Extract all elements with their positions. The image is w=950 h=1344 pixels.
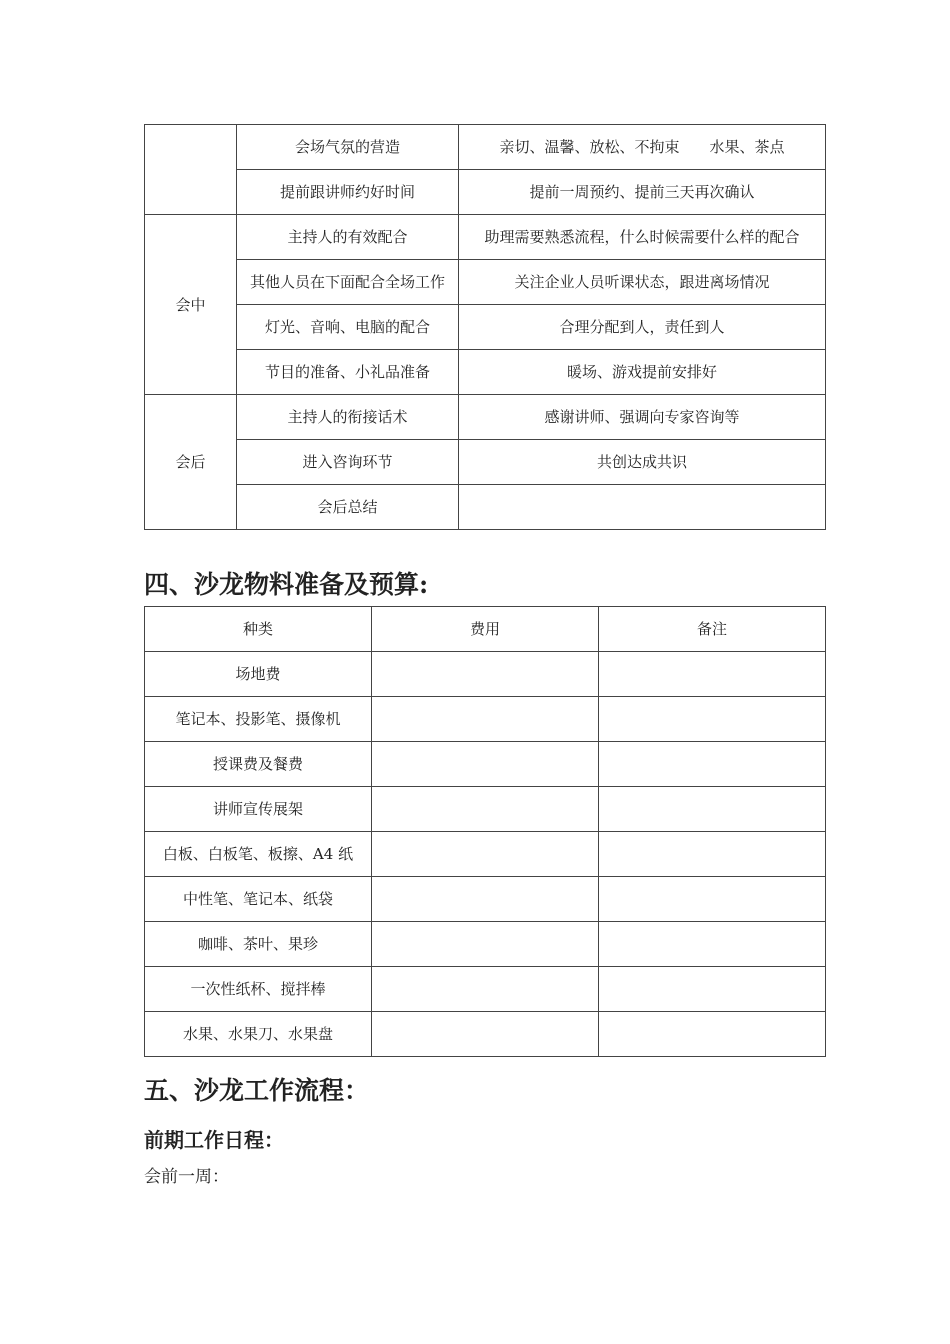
cost-cell bbox=[372, 967, 599, 1012]
table-row bbox=[145, 877, 826, 922]
category-cell: 授课费及餐费 bbox=[145, 742, 372, 787]
cost-cell bbox=[372, 787, 599, 832]
remark-cell bbox=[599, 652, 826, 697]
note-cell: 关注企业人员听课状态，跟进离场情况 bbox=[459, 260, 826, 305]
table-row bbox=[145, 395, 826, 440]
cost-cell bbox=[372, 877, 599, 922]
cost-cell bbox=[372, 922, 599, 967]
cost-cell bbox=[372, 652, 599, 697]
remark-cell bbox=[599, 787, 826, 832]
stage-cell: 会中 bbox=[145, 215, 237, 395]
note-cell: 提前一周预约、提前三天再次确认 bbox=[459, 170, 826, 215]
table-row bbox=[145, 652, 826, 697]
category-cell: 场地费 bbox=[145, 652, 372, 697]
category-cell: 中性笔、笔记本、纸袋 bbox=[145, 877, 372, 922]
remark-cell bbox=[599, 697, 826, 742]
remark-cell bbox=[599, 967, 826, 1012]
section5-heading: 五、沙龙工作流程： bbox=[144, 1076, 370, 1105]
item-cell: 灯光、音响、电脑的配合 bbox=[237, 305, 459, 350]
note-cell: 共创达成共识 bbox=[459, 440, 826, 485]
cost-cell bbox=[372, 1012, 599, 1057]
item-cell: 节目的准备、小礼品准备 bbox=[237, 350, 459, 395]
table-row bbox=[145, 967, 826, 1012]
table-row bbox=[145, 440, 826, 485]
header-remark: 备注 bbox=[599, 607, 826, 652]
cost-cell bbox=[372, 697, 599, 742]
remark-cell bbox=[599, 1012, 826, 1057]
table-row bbox=[145, 922, 826, 967]
category-cell: 笔记本、投影笔、摄像机 bbox=[145, 697, 372, 742]
table-row bbox=[145, 485, 826, 530]
note-cell: 合理分配到人，责任到人 bbox=[459, 305, 826, 350]
category-cell: 白板、白板笔、板擦、A4 纸 bbox=[145, 832, 372, 877]
remark-cell bbox=[599, 922, 826, 967]
note-cell bbox=[459, 215, 826, 260]
item-cell: 提前跟讲师约好时间 bbox=[237, 170, 459, 215]
cost-cell bbox=[372, 742, 599, 787]
item-cell: 主持人的有效配合 bbox=[237, 215, 459, 260]
item-cell: 会后总结 bbox=[237, 485, 459, 530]
category-cell: 水果、水果刀、水果盘 bbox=[145, 1012, 372, 1057]
category-cell: 讲师宣传展架 bbox=[145, 787, 372, 832]
section5-subheading: 前期工作日程： bbox=[144, 1128, 284, 1152]
table-row bbox=[145, 125, 826, 170]
category-cell: 咖啡、茶叶、果珍 bbox=[145, 922, 372, 967]
item-text: 其他人员在下面配合全场工作 bbox=[249, 273, 445, 291]
table-row bbox=[145, 260, 826, 305]
table-row bbox=[145, 215, 826, 260]
section4-heading: 四、沙龙物料准备及预算: bbox=[144, 570, 429, 599]
stage-cell: 会后 bbox=[145, 395, 237, 530]
table-row bbox=[145, 170, 826, 215]
item-cell: 进入咨询环节 bbox=[237, 440, 459, 485]
header-category: 种类 bbox=[145, 607, 372, 652]
item-cell: 主持人的衔接话术 bbox=[237, 395, 459, 440]
budget-table bbox=[144, 606, 826, 1057]
table-header-row bbox=[145, 607, 826, 652]
section5-line: 会前一周： bbox=[144, 1167, 229, 1187]
note-cell bbox=[459, 485, 826, 530]
table-row bbox=[145, 787, 826, 832]
header-cost: 费用 bbox=[372, 607, 599, 652]
note-text: 助理需要熟悉流程，什么时候需要什么样的配合 bbox=[484, 228, 800, 246]
table-row bbox=[145, 1012, 826, 1057]
remark-cell bbox=[599, 742, 826, 787]
item-cell bbox=[237, 260, 459, 305]
remark-cell bbox=[599, 877, 826, 922]
note-cell: 感谢讲师、强调向专家咨询等 bbox=[459, 395, 826, 440]
table-row bbox=[145, 832, 826, 877]
process-table bbox=[144, 124, 826, 530]
note-cell: 暖场、游戏提前安排好 bbox=[459, 350, 826, 395]
table-row bbox=[145, 305, 826, 350]
cost-cell bbox=[372, 832, 599, 877]
table-row bbox=[145, 697, 826, 742]
note-cell: 亲切、温馨、放松、不拘束 水果、茶点 bbox=[459, 125, 826, 170]
remark-cell bbox=[599, 832, 826, 877]
category-cell: 一次性纸杯、搅拌棒 bbox=[145, 967, 372, 1012]
table-row bbox=[145, 742, 826, 787]
item-cell: 会场气氛的营造 bbox=[237, 125, 459, 170]
table-row bbox=[145, 350, 826, 395]
stage-cell-empty bbox=[145, 125, 237, 215]
